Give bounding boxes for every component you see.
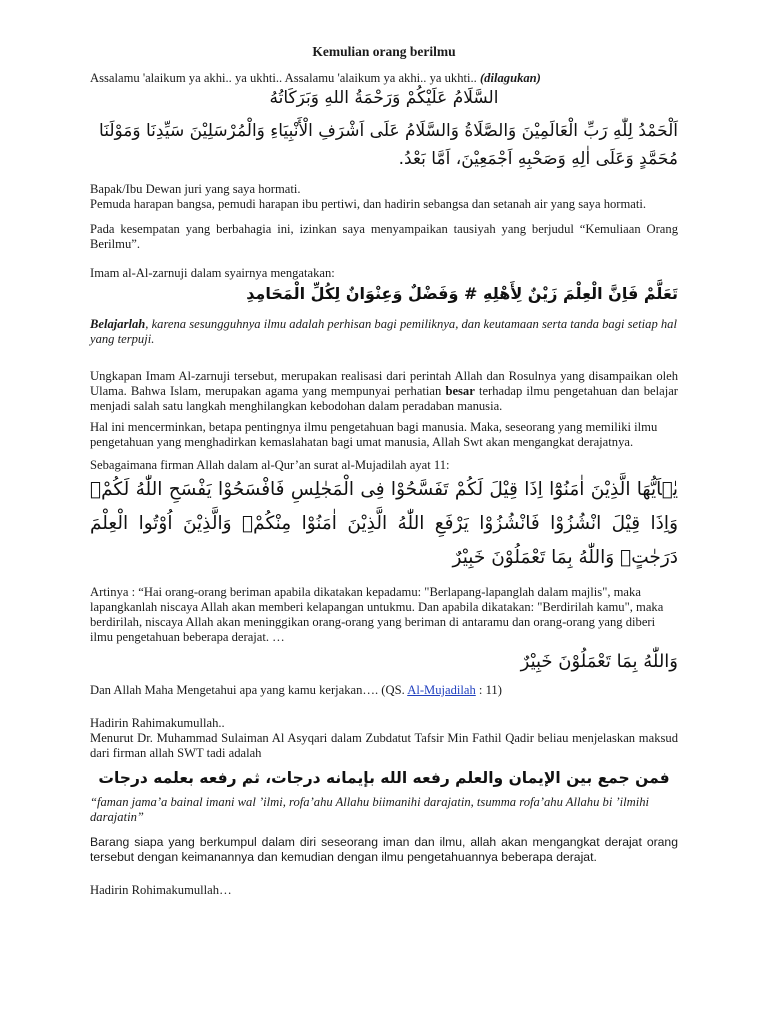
paragraph-realisasi-part-1: Ungkapan Imam Al-zarnuji tersebut, merupakan realisasi dari perintah Allah dan Rosulnya yang disampaikan oleh Ulama. Bahwa Islam, merupakan agama yang mempunyai perhatian — [90, 369, 678, 398]
hamdalah-arabic-line-2: مُحَمَّدٍ وَعَلَى اٰلِهِ وَصَحْبِهِ اَجْمَعِيْنَ، اَمَّا بَعْدُ. — [398, 149, 678, 169]
paragraph-realisasi-part-2: terhadap ilmu pengetahuan dan belajar menjadi salah satu langkah menghilangkan kebodohan dalam peradaban manusia. — [90, 384, 678, 413]
ayat-reference-end: : 11) — [475, 683, 502, 697]
tafsir-latin: “faman jama’a bainal imani wal ’ilmi, rofa’ahu Allahu biimanihi darajatin, tsumma rofa’ahu Allahu bi ’ilmihi darajatin” — [90, 795, 650, 824]
greeting-line — [90, 71, 678, 86]
hamdalah-arabic-line-1: اَلْحَمْدُ لِلّٰهِ رَبِّ الْعَالَمِيْنَ وَالصَّلَاةُ وَالسَّلَامُ عَلَى اَشْرَفِ الْأَنْبِيَاءِ وَالْمُرْسَلِيْنَ سَيِّدِنَا وَمَوْلَنَا — [99, 121, 678, 141]
imam-intro: Imam al-Al-zarnuji dalam syairnya mengatakan: — [90, 266, 335, 280]
paragraph-realisasi — [90, 369, 678, 414]
document-title: Kemulian orang berilmu — [312, 44, 456, 59]
tafsir-arabic: فمن جمع بين الإيمان والعلم رفعه الله بإيمانه درجات، ثم رفعه بعلمه درجات — [98, 769, 670, 787]
syair-translation-rest: , karena sesungguhnya ilmu adalah perhisan bagi pemiliknya, dan keutamaan serta tanda bagi setiap hal yang terpuji. — [90, 317, 677, 346]
greeting-text: Assalamu 'alaikum ya akhi.. ya ukhti.. Assalamu 'alaikum ya akhi.. ya ukhti.. — [90, 71, 480, 85]
paragraph-realisasi-bold: besar — [445, 384, 475, 398]
quran-intro: Sebagaimana firman Allah dalam al-Qur’an surat al-Mujadilah ayat 11: — [90, 458, 450, 472]
ayat-end-translation-text: Dan Allah Maha Mengetahui apa yang kamu kerjakan…. (QS. — [90, 683, 408, 697]
ayat-end-arabic: وَاللّٰهُ بِمَا تَعْمَلُوْنَ خَبِيْرٌ — [520, 651, 678, 672]
ayat-arabic: يٰۤاَيُّهَا الَّذِيْنَ اٰمَنُوْٓا اِذَا قِيْلَ لَكُمْ تَفَسَّحُوْا فِى الْمَجٰلِسِ فَافْسَحُوْا يَفْسَحِ اللّٰهُ لَكُمْۚ وَاِذَا قِيْلَ انْشُزُوْا فَانْشُزُوْا يَرْفَعِ اللّٰهُ الَّذِيْنَ اٰمَنُوْا مِنْكُمْۙ وَالَّذِيْنَ اُوْتُوا الْعِلْمَ دَرَجٰتٍۗ وَاللّٰهُ بِمَا تَعْمَلُوْنَ خَبِيْرٌ — [90, 479, 678, 568]
syair-arabic: تَعَلَّمْ فَاِنَّ الْعِلْمَ زَيْنٌ لِأَهْلِهِ # وَفَضْلٌ وَعِنْوَانٌ لِكُلِّ الْمَحَامِدِ — [246, 284, 678, 303]
greeting-note: (dilagukan) — [479, 71, 541, 85]
opening-paragraph: Pada kesempatan yang berbahagia ini, izinkan saya menyampaikan tausiyah yang berjudul “Kemuliaan Orang Berilmu”. — [90, 222, 678, 251]
syair-translation — [90, 317, 678, 347]
address-juri: Bapak/Ibu Dewan juri yang saya hormati. — [90, 182, 301, 196]
salam-arabic: السَّلَامُ عَلَيْكُمْ وَرَحْمَةُ اللهِ وَبَرَكَاتُهُ — [269, 88, 499, 108]
paragraph-pentingnya-ilmu: Hal ini mencerminkan, betapa pentingnya ilmu pengetahuan bagi manusia. Maka, seseorang yang memiliki ilmu pengetahuan yang menghadirkan kemaslahatan bagi umat manusia, Allah Swt akan mengangkat derajatnya. — [90, 420, 658, 449]
tafsir-intro: Menurut Dr. Muhammad Sulaiman Al Asyqari dalam Zubdatut Tafsir Min Fathil Qadir beliau menjelaskan maksud dari firman allah SWT tadi adalah — [90, 731, 678, 760]
address-hadirin: Pemuda harapan bangsa, pemudi harapan ibu pertiwi, dan hadirin sebangsa dan setanah air yang saya hormati. — [90, 197, 647, 211]
hadirin-greeting-1: Hadirin Rahimakumullah.. — [90, 716, 225, 730]
ayat-translation: Artinya : “Hai orang-orang beriman apabila dikatakan kepadamu: "Berlapang-lapanglah dalam majlis", maka lapangkanlah niscaya Allah akan memberi kelapangan untukmu. Dan apabila dikatakan: "Berdirilah kamu", maka berdirilah, niscaya Allah akan meninggikan orang-orang yang beriman di antaramu dan orang-orang yang diberi ilmu pengetahuan beberapa derajat. … — [90, 585, 664, 644]
hadirin-greeting-2: Hadirin Rohimakumullah… — [90, 883, 232, 897]
surah-link[interactable]: Al-Mujadilah — [407, 683, 476, 697]
syair-translation-bold: Belajarlah — [90, 317, 146, 331]
tafsir-meaning: Barang siapa yang berkumpul dalam diri seseorang iman dan ilmu, allah akan mengangkat derajat orang tersebut dengan keimanannya dan kemudian dengan ilmu pengetahuannya beberapa derajat. — [90, 835, 678, 864]
ayat-end-translation — [90, 683, 678, 698]
